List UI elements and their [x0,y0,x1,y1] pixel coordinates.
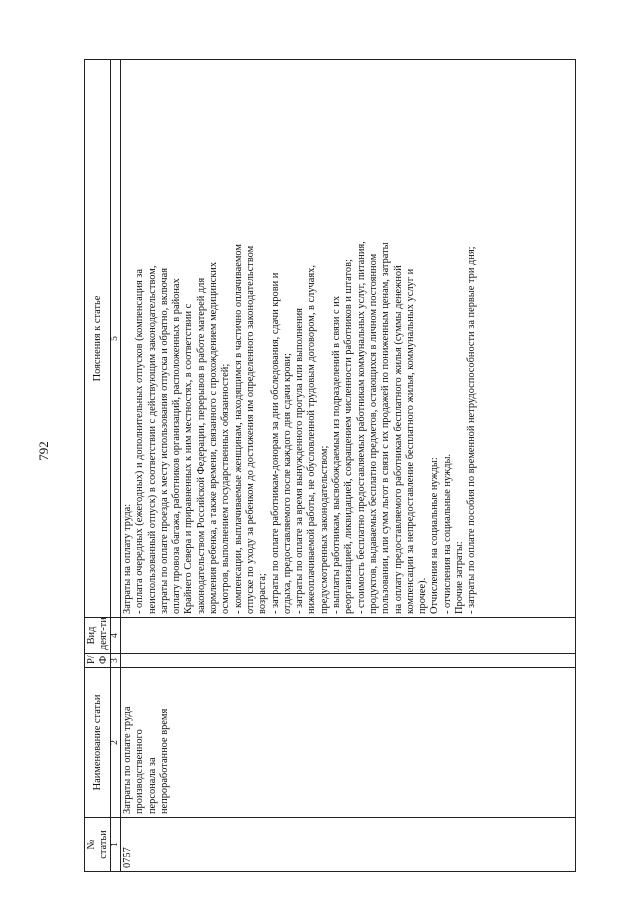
explanation-line: на оплату предоставляемого работникам бесплатного жилья (суммы денежной [392,265,404,614]
explanation-line: предусмотренных законодательством; [318,445,330,614]
column-number: 1 [111,818,121,872]
header-article-name: Наименование статьи [85,668,111,818]
column-number: 3 [111,654,121,668]
explanation-line: - затраты по оплате работникам-донорам за дни обследования, сдачи крови и [269,272,281,614]
explanation-line: пользовании, или сумм льгот в связи с их продажей по пониженным ценам, затраты [380,242,392,614]
explanation-line: оплату провоза багажа, работников организаций, расположенных в районах [171,278,183,614]
explanation-line: осмотров, выполнением государственных обязанностей; [220,363,232,614]
explanation-line: Отчисления на социальные нужды: [429,457,441,614]
header-row [85,60,111,872]
explanation-line: кормления ребенка, а также времени, связанного с прохождением медицинских [208,261,220,614]
column-number-row [111,60,121,872]
header-activity-type-line: Вид [86,626,97,645]
articles-table [84,59,576,872]
explanation-line: - затраты по оплате за время вынужденного прогула или выполнения [294,308,306,614]
explanation-line: Крайнего Севера и приравненных к ним местностях, в соответствии с [183,303,195,614]
explanation-line: - стоимость бесплатно предоставляемых работникам коммунальных услуг, питания, [355,241,367,614]
explanation-line: затраты по оплате проезда к месту использования отпуска и обратно, включая [158,268,170,614]
article-explanation [121,60,576,618]
article-name-line: Затраты по оплате труда [122,706,133,814]
header-activity-type [85,618,111,654]
article-name-line: непроработанное время [158,708,170,814]
rotated-table-wrapper [84,60,576,872]
explanation-line: компенсации за непредоставление бесплатного жилья, коммунальных услуг и [404,268,416,614]
explanation-line: нижеоплачиваемой работы, не обусловленной трудовым договором, в случаях, [306,265,318,614]
article-rf [121,654,576,668]
page-number: 792 [36,441,51,461]
explanation-line: - оплата очередных (ежегодных) и дополнительных отпусков (компенсация за [134,269,146,614]
header-explanation: Пояснения к статье [85,60,111,618]
column-number: 4 [111,618,121,654]
explanation-line: - выплаты работникам, высвобождаемым из подразделений в связи с их [331,295,343,614]
explanation-line: - компенсации, выплачиваемые женщинам, находящимся в частично оплачиваемом [232,244,244,614]
explanation-line: отпуске по уходу за ребенком до достижения им определенного законодательством [244,245,256,614]
column-number: 5 [111,60,121,618]
explanation-line: отдыха, предоставляемого после каждого дня сдачи крови; [281,353,293,614]
explanation-line: неиспользованный отпуск) в соответствии с действующим законодательством, [146,265,158,614]
article-name-line: персонала за [146,757,158,814]
explanation-line: - затраты по оплате пособия по временной нетрудоспособности за первые три дня; [466,246,478,614]
header-rf [85,654,111,668]
table-row [121,60,576,872]
column-number: 2 [111,668,121,818]
explanation-line: - отчисления на социальные нужды. [441,453,453,614]
explanation-line: реорганизацией, ликвидацией, сокращением численности работников и штатов; [343,259,355,614]
header-activity-type-line: деят-ти [97,617,109,650]
header-article-number-line: № [86,839,97,850]
header-rf-line: Ф [97,655,109,664]
header-article-number-line: статьи [97,830,109,859]
explanation-line: Прочие затраты: [454,541,466,614]
header-article-number [85,818,111,872]
article-code: 0757 [121,818,576,872]
explanation-line: законодательством Российской Федерации, перерывов в работе матерей для [195,277,207,614]
article-name [121,668,576,818]
explanation-line: возраста; [257,573,269,614]
explanation-line: Затраты на оплату труда: [122,503,133,614]
explanation-line: продуктов, выдаваемых бесплатно предметов, остающихся в личном постоянном [367,253,379,614]
header-rf-line: Р/ [86,655,97,664]
article-name-line: производственного [134,729,146,814]
explanation-line: прочее). [417,577,429,614]
article-activity [121,618,576,654]
